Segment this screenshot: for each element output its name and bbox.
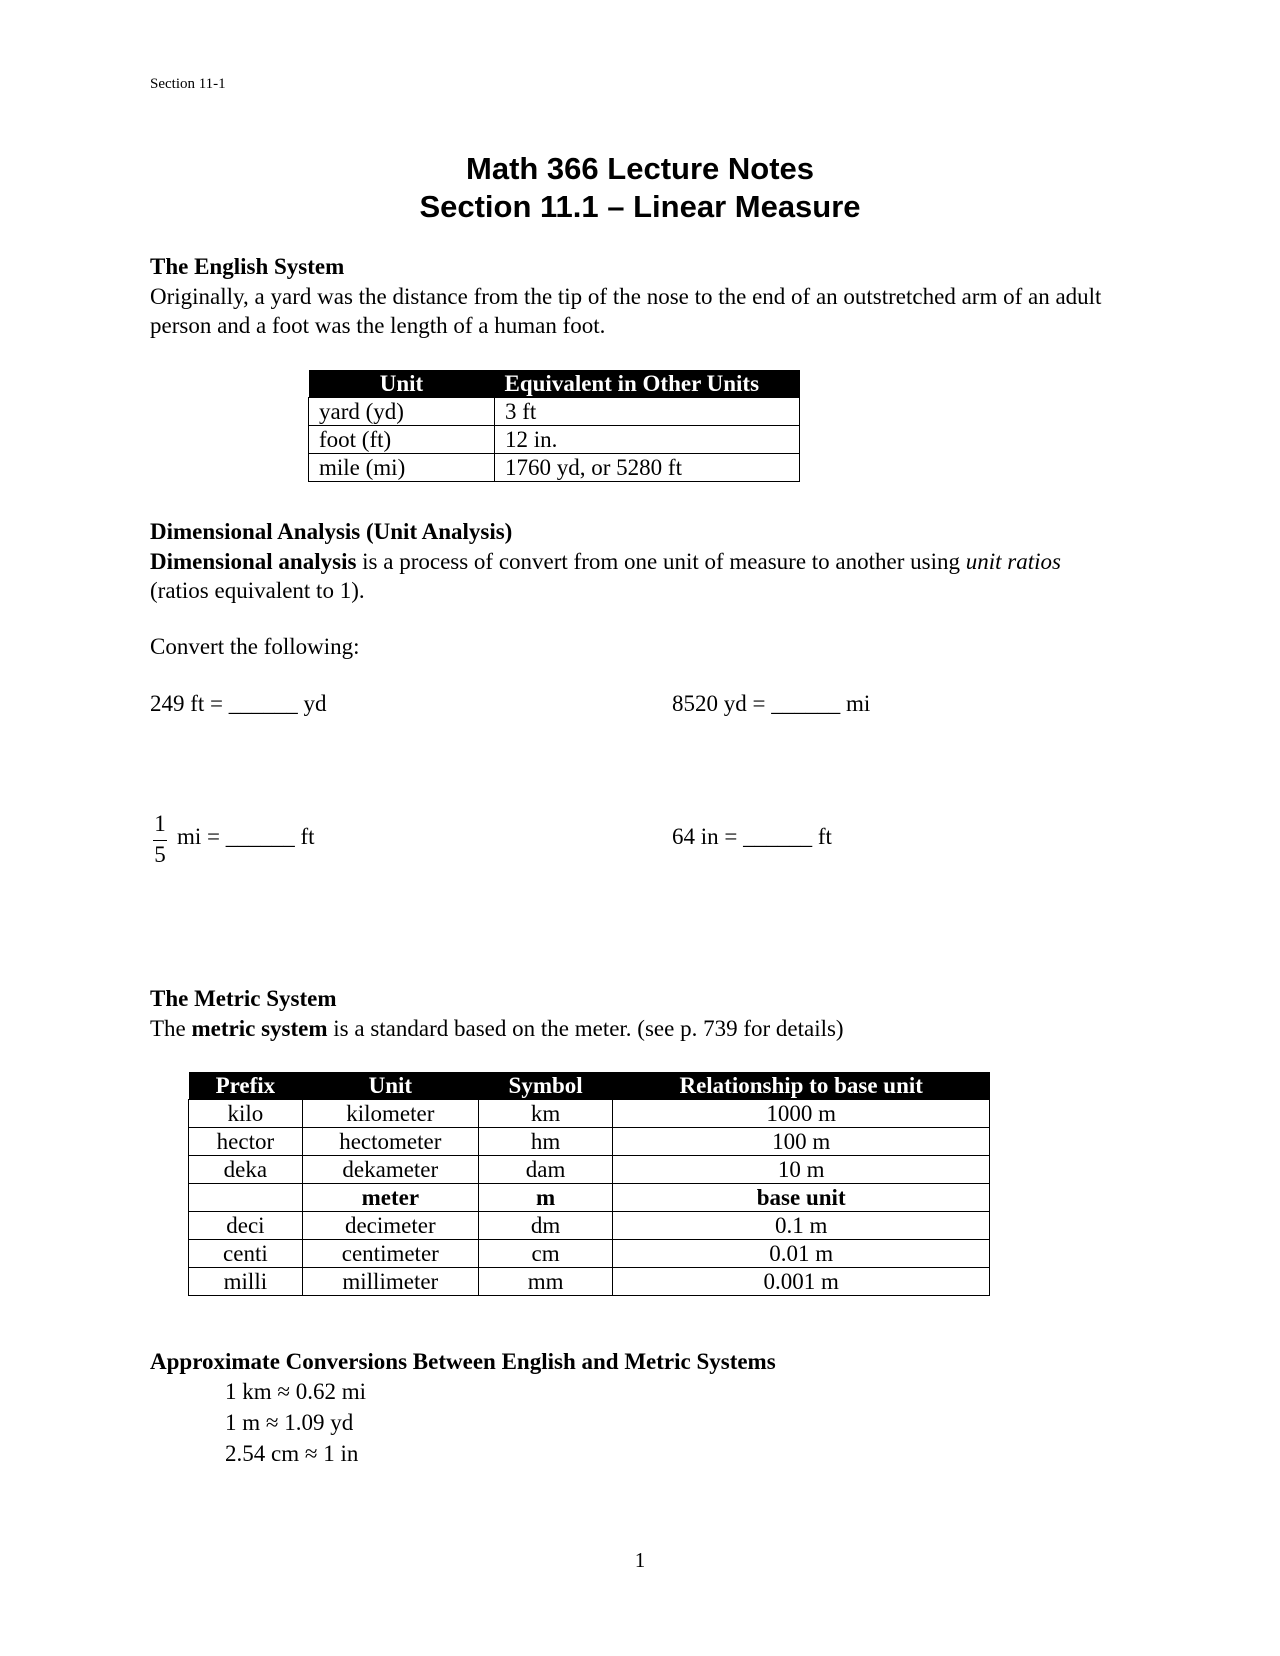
table-row bbox=[309, 398, 800, 426]
page-header: Section 11-1 bbox=[150, 76, 226, 92]
table-cell: dekameter bbox=[302, 1156, 478, 1184]
metric-system-heading: The Metric System bbox=[150, 986, 337, 1011]
table-cell: hector bbox=[189, 1128, 303, 1156]
problem-1: 249 ft = ______ yd bbox=[150, 691, 327, 716]
table-cell: 100 m bbox=[613, 1128, 990, 1156]
table-cell: base unit bbox=[613, 1184, 990, 1212]
table-cell: mm bbox=[478, 1268, 613, 1296]
dimensional-analysis-paragraph bbox=[150, 547, 1120, 605]
table-row bbox=[189, 1240, 990, 1268]
page-title bbox=[150, 150, 1130, 226]
table-cell: 3 ft bbox=[495, 398, 800, 426]
column-header: Unit bbox=[309, 370, 495, 398]
table-row bbox=[189, 1128, 990, 1156]
table-row bbox=[189, 1268, 990, 1296]
english-system-paragraph: Originally, a yard was the distance from the tip of the nose to the end of an outstretched arm of an adult person and a foot was the length of a human foot. bbox=[150, 284, 1102, 338]
approx-conversions-heading: Approximate Conversions Between English and Metric Systems bbox=[150, 1349, 776, 1374]
problem-3: mi = ______ ft bbox=[177, 824, 315, 849]
column-header: Relationship to base unit bbox=[613, 1072, 990, 1100]
paragraph-text: is a process of convert from one unit of measure to another using bbox=[356, 549, 966, 574]
conversion-line: 2.54 cm ≈ 1 in bbox=[225, 1441, 359, 1466]
table-row bbox=[189, 1156, 990, 1184]
english-system-heading: The English System bbox=[150, 254, 345, 279]
paragraph-text: The bbox=[150, 1016, 192, 1041]
title-line-2: Section 11.1 – Linear Measure bbox=[419, 189, 861, 224]
table-header-row bbox=[309, 370, 800, 398]
table-cell: hm bbox=[478, 1128, 613, 1156]
term-metric-system: metric system bbox=[191, 1016, 328, 1041]
table-cell: 10 m bbox=[613, 1156, 990, 1184]
table-cell: mile (mi) bbox=[309, 454, 495, 482]
table-cell: decimeter bbox=[302, 1212, 478, 1240]
convert-prompt: Convert the following: bbox=[150, 634, 360, 659]
table-cell: meter bbox=[302, 1184, 478, 1212]
table-cell: 1000 m bbox=[613, 1100, 990, 1128]
metric-units-table bbox=[188, 1072, 990, 1296]
table-cell: kilometer bbox=[302, 1100, 478, 1128]
column-header: Equivalent in Other Units bbox=[495, 370, 800, 398]
table-cell: 0.001 m bbox=[613, 1268, 990, 1296]
document-page bbox=[150, 0, 1130, 1656]
english-units-table bbox=[308, 370, 800, 482]
table-cell: kilo bbox=[189, 1100, 303, 1128]
column-header: Symbol bbox=[478, 1072, 613, 1100]
problem-2: 8520 yd = ______ mi bbox=[672, 691, 871, 716]
title-line-1: Math 366 Lecture Notes bbox=[466, 151, 814, 186]
table-cell: centimeter bbox=[302, 1240, 478, 1268]
table-cell: cm bbox=[478, 1240, 613, 1268]
problem-4: 64 in = ______ ft bbox=[672, 824, 832, 849]
table-cell: foot (ft) bbox=[309, 426, 495, 454]
table-cell: millimeter bbox=[302, 1268, 478, 1296]
table-cell: deci bbox=[189, 1212, 303, 1240]
table-cell: centi bbox=[189, 1240, 303, 1268]
table-row bbox=[309, 454, 800, 482]
table-cell: 0.01 m bbox=[613, 1240, 990, 1268]
fraction-one-fifth bbox=[150, 810, 170, 867]
table-row-base-unit bbox=[189, 1184, 990, 1212]
conversion-line: 1 km ≈ 0.62 mi bbox=[225, 1379, 367, 1404]
fraction-bar bbox=[153, 840, 167, 841]
table-header-row bbox=[189, 1072, 990, 1100]
table-cell: yard (yd) bbox=[309, 398, 495, 426]
metric-system-paragraph bbox=[150, 1014, 1120, 1043]
table-cell: m bbox=[478, 1184, 613, 1212]
table-cell: hectometer bbox=[302, 1128, 478, 1156]
table-cell: 12 in. bbox=[495, 426, 800, 454]
table-cell: milli bbox=[189, 1268, 303, 1296]
table-cell: 1760 yd, or 5280 ft bbox=[495, 454, 800, 482]
dimensional-analysis-heading: Dimensional Analysis (Unit Analysis) bbox=[150, 519, 513, 544]
table-cell: dm bbox=[478, 1212, 613, 1240]
page-number: 1 bbox=[634, 1548, 646, 1572]
fraction-denominator: 5 bbox=[154, 842, 166, 867]
term-dimensional-analysis: Dimensional analysis bbox=[150, 549, 357, 574]
table-cell: dam bbox=[478, 1156, 613, 1184]
table-row bbox=[189, 1100, 990, 1128]
term-unit-ratios: unit ratios bbox=[965, 549, 1061, 574]
paragraph-text: is a standard based on the meter. (see p. 739 for details) bbox=[327, 1016, 844, 1041]
fraction-numerator: 1 bbox=[154, 811, 166, 836]
table-cell: deka bbox=[189, 1156, 303, 1184]
table-cell: 0.1 m bbox=[613, 1212, 990, 1240]
column-header: Unit bbox=[302, 1072, 478, 1100]
table-row bbox=[309, 426, 800, 454]
column-header: Prefix bbox=[189, 1072, 303, 1100]
conversion-line: 1 m ≈ 1.09 yd bbox=[225, 1410, 354, 1435]
table-cell bbox=[189, 1184, 303, 1212]
paragraph-text: (ratios equivalent to 1). bbox=[150, 578, 365, 603]
table-row bbox=[189, 1212, 990, 1240]
table-cell: km bbox=[478, 1100, 613, 1128]
